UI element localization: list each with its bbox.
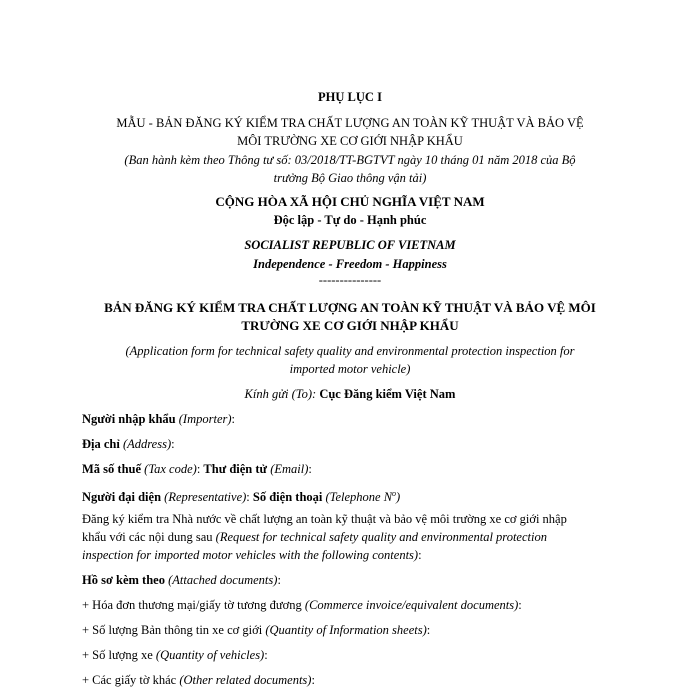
attachment-item: + Các giấy tờ khác (Other related documents): xyxy=(82,673,315,687)
form-heading-line-2: TRƯỜNG XE CƠ GIỚI NHẬP KHẨU xyxy=(241,318,459,333)
divider: --------------- xyxy=(318,273,382,287)
attachments-heading: Hồ sơ kèm theo (Attached documents): xyxy=(82,573,281,587)
slogan-en: Independence - Freedom - Happiness xyxy=(253,257,447,271)
request-line-2: khẩu với các nội dung sau (Request for technical safety quality and environmental protection xyxy=(82,530,547,544)
form-heading-line-1: BẢN ĐĂNG KÝ KIỂM TRA CHẤT LƯỢNG AN TOÀN KỸ THUẬT VÀ BẢO VỆ MÔI xyxy=(104,300,596,315)
recipient: Kính gửi (To): Cục Đăng kiểm Việt Nam xyxy=(244,387,456,401)
attachment-item: + Số lượng Bản thông tin xe cơ giới (Quantity of Information sheets): xyxy=(82,623,431,637)
slogan-vi: Độc lập - Tự do - Hạnh phúc xyxy=(273,213,427,227)
form-heading-en-line-2: imported motor vehicle) xyxy=(289,362,411,376)
attachment-item: + Hóa đơn thương mại/giấy tờ tương đương (Commerce invoice/equivalent documents): xyxy=(82,598,522,612)
tax-email-field: Mã số thuế (Tax code): Thư điện tử (Email): xyxy=(82,462,312,476)
form-title-line-2: MÔI TRƯỜNG XE CƠ GIỚI NHẬP KHẨU xyxy=(237,134,463,148)
country-name-vi: CỘNG HÒA XÃ HỘI CHỦ NGHĨA VIỆT NAM xyxy=(215,194,485,209)
appendix-label: PHỤ LỤC I xyxy=(318,90,382,104)
representative-field: Người đại diện (Representative): Số điện thoại (Telephone $N^o$) xyxy=(82,489,401,505)
attachment-item: + Số lượng xe (Quantity of vehicles): xyxy=(82,648,268,662)
address-field: Địa chỉ (Address): xyxy=(82,437,175,451)
form-title-line-1: MẪU - BẢN ĐĂNG KÝ KIỂM TRA CHẤT LƯỢNG AN TOÀN KỸ THUẬT VÀ BẢO VỆ xyxy=(116,116,584,130)
issued-note-line-2: trưởng Bộ Giao thông vận tải) xyxy=(273,171,427,185)
form-heading-en-line-1: (Application form for technical safety quality and environmental protection inspection for xyxy=(125,344,575,358)
country-name-en: SOCIALIST REPUBLIC OF VIETNAM xyxy=(244,238,456,252)
issued-note-line-1: (Ban hành kèm theo Thông tư số: 03/2018/TT-BGTVT ngày 10 tháng 01 năm 2018 của Bộ xyxy=(124,153,576,167)
request-line-1: Đăng ký kiểm tra Nhà nước về chất lượng an toàn kỹ thuật và bảo vệ môi trường xe cơ giới nhập xyxy=(82,512,567,526)
importer-field: Người nhập khẩu (Importer): xyxy=(82,412,236,426)
request-line-3: inspection for imported motor vehicles with the following contents): xyxy=(82,548,422,562)
